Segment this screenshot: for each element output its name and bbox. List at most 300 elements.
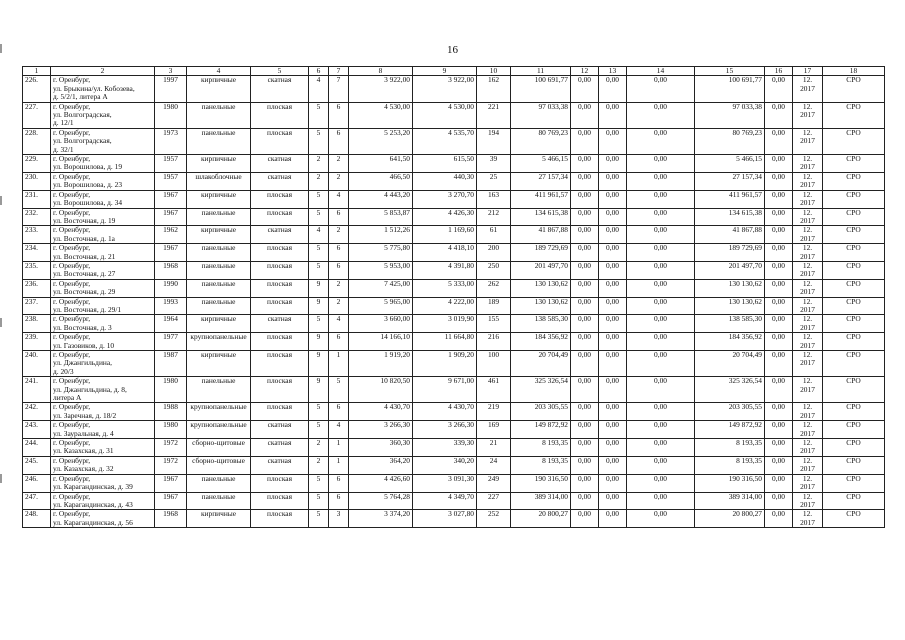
page-number: 16 <box>447 44 458 56</box>
cell-address: г. Оренбург, ул. Восточная, д. 29/1 <box>51 297 155 315</box>
cell-method: СРО <box>823 456 885 474</box>
table-row <box>23 102 885 128</box>
column-number-3: 3 <box>155 67 187 76</box>
cell-total-area: 4 426,60 <box>349 474 413 492</box>
cell-address: г. Оренбург, ул. Восточная, д. 1а <box>51 226 155 244</box>
cell-total-area: 10 820,50 <box>349 377 413 403</box>
cell-roof-type: скатная <box>251 421 309 439</box>
cell-residents: 227 <box>477 492 511 510</box>
cell-cost-owners: 130 130,62 <box>695 279 765 297</box>
table-row <box>23 208 885 226</box>
cell-method: СРО <box>823 492 885 510</box>
table-body <box>23 76 885 528</box>
cell-cost-owners: 389 314,00 <box>695 492 765 510</box>
cell-entrances: 4 <box>329 315 349 333</box>
cell-cost-federal: 0,00 <box>571 279 599 297</box>
cell-method: СРО <box>823 155 885 173</box>
cell-entrances: 6 <box>329 403 349 421</box>
cell-cost-total: 100 691,77 <box>511 76 571 102</box>
table-row <box>23 403 885 421</box>
cell-total-area: 5 775,80 <box>349 244 413 262</box>
cell-total-area: 360,30 <box>349 439 413 457</box>
cell-wall-material: крупнопанельные <box>187 421 251 439</box>
cell-method: СРО <box>823 76 885 102</box>
cell-cost-total: 138 585,30 <box>511 315 571 333</box>
cell-cost-per-sqm: 0,00 <box>765 510 793 528</box>
cell-cost-regional: 0,00 <box>599 190 627 208</box>
cell-entrances: 3 <box>329 510 349 528</box>
column-number-row <box>23 67 885 76</box>
table-row <box>23 510 885 528</box>
cell-residents: 163 <box>477 190 511 208</box>
cell-cost-owners: 411 961,57 <box>695 190 765 208</box>
cell-cost-federal: 0,00 <box>571 155 599 173</box>
cell-method: СРО <box>823 315 885 333</box>
cell-cost-federal: 0,00 <box>571 190 599 208</box>
cell-total-area: 5 953,00 <box>349 261 413 279</box>
cell-wall-material: крупнопанельные <box>187 333 251 351</box>
cell-year-built: 1993 <box>155 297 187 315</box>
cell-method: СРО <box>823 208 885 226</box>
cell-address: г. Оренбург, ул. Восточная, д. 27 <box>51 261 155 279</box>
cell-total-area: 3 660,00 <box>349 315 413 333</box>
cell-total-area: 4 430,70 <box>349 403 413 421</box>
cell-cost-owners: 184 356,92 <box>695 333 765 351</box>
column-number-14: 14 <box>627 67 695 76</box>
cell-entrances: 6 <box>329 261 349 279</box>
column-number-2: 2 <box>51 67 155 76</box>
cell-cost-municipal: 0,00 <box>627 279 695 297</box>
cell-year-built: 1972 <box>155 456 187 474</box>
cell-residents: 24 <box>477 456 511 474</box>
cell-cost-owners: 325 326,54 <box>695 377 765 403</box>
cell-cost-regional: 0,00 <box>599 172 627 190</box>
cell-wall-material: панельные <box>187 208 251 226</box>
cell-row-number: 237. <box>23 297 51 315</box>
cell-cost-municipal: 0,00 <box>627 510 695 528</box>
cell-cost-owners: 20 704,49 <box>695 351 765 377</box>
cell-address: г. Оренбург, ул. Волгоградская, д. 12/1 <box>51 102 155 128</box>
table-row <box>23 351 885 377</box>
cell-year-built: 1990 <box>155 279 187 297</box>
cell-deadline: 12. 2017 <box>793 128 823 154</box>
cell-cost-municipal: 0,00 <box>627 76 695 102</box>
table-row <box>23 474 885 492</box>
cell-row-number: 232. <box>23 208 51 226</box>
cell-cost-total: 130 130,62 <box>511 297 571 315</box>
cell-residents: 461 <box>477 377 511 403</box>
cell-roof-type: плоская <box>251 510 309 528</box>
cell-cost-total: 189 729,69 <box>511 244 571 262</box>
table-row <box>23 421 885 439</box>
cell-wall-material: кирпичные <box>187 510 251 528</box>
cell-cost-per-sqm: 0,00 <box>765 403 793 421</box>
cell-cost-per-sqm: 0,00 <box>765 456 793 474</box>
column-number-13: 13 <box>599 67 627 76</box>
cell-residents: 250 <box>477 261 511 279</box>
cell-cost-per-sqm: 0,00 <box>765 474 793 492</box>
cell-residents: 249 <box>477 474 511 492</box>
margin-mark <box>0 318 2 327</box>
table-row <box>23 439 885 457</box>
cell-address: г. Оренбург, ул. Восточная, д. 3 <box>51 315 155 333</box>
cell-wall-material: сборно-щитовые <box>187 456 251 474</box>
cell-cost-total: 41 867,88 <box>511 226 571 244</box>
cell-residential-area: 339,30 <box>413 439 477 457</box>
cell-cost-per-sqm: 0,00 <box>765 172 793 190</box>
cell-cost-federal: 0,00 <box>571 261 599 279</box>
cell-cost-federal: 0,00 <box>571 456 599 474</box>
cell-cost-owners: 20 800,27 <box>695 510 765 528</box>
cell-residents: 25 <box>477 172 511 190</box>
cell-year-built: 1967 <box>155 492 187 510</box>
cell-residents: 155 <box>477 315 511 333</box>
cell-roof-type: скатная <box>251 315 309 333</box>
cell-entrances: 2 <box>329 279 349 297</box>
cell-year-built: 1988 <box>155 403 187 421</box>
cell-cost-regional: 0,00 <box>599 261 627 279</box>
cell-residential-area: 5 333,00 <box>413 279 477 297</box>
cell-floors: 5 <box>309 315 329 333</box>
cell-row-number: 238. <box>23 315 51 333</box>
cell-roof-type: плоская <box>251 244 309 262</box>
cell-cost-owners: 41 867,88 <box>695 226 765 244</box>
cell-cost-regional: 0,00 <box>599 377 627 403</box>
cell-wall-material: панельные <box>187 297 251 315</box>
cell-floors: 2 <box>309 456 329 474</box>
cell-total-area: 364,20 <box>349 456 413 474</box>
column-number-6: 6 <box>309 67 329 76</box>
cell-wall-material: панельные <box>187 279 251 297</box>
cell-method: СРО <box>823 351 885 377</box>
cell-residential-area: 4 535,70 <box>413 128 477 154</box>
cell-deadline: 12. 2017 <box>793 155 823 173</box>
cell-cost-per-sqm: 0,00 <box>765 297 793 315</box>
cell-entrances: 1 <box>329 456 349 474</box>
cell-cost-total: 8 193,35 <box>511 456 571 474</box>
table-row <box>23 333 885 351</box>
cell-cost-regional: 0,00 <box>599 510 627 528</box>
cell-row-number: 248. <box>23 510 51 528</box>
cell-residential-area: 3 027,80 <box>413 510 477 528</box>
cell-method: СРО <box>823 297 885 315</box>
cell-year-built: 1972 <box>155 439 187 457</box>
cell-floors: 2 <box>309 172 329 190</box>
cell-residential-area: 4 430,70 <box>413 403 477 421</box>
cell-cost-municipal: 0,00 <box>627 128 695 154</box>
cell-cost-total: 134 615,38 <box>511 208 571 226</box>
cell-residential-area: 4 222,00 <box>413 297 477 315</box>
table-row <box>23 279 885 297</box>
cell-cost-federal: 0,00 <box>571 377 599 403</box>
cell-roof-type: скатная <box>251 439 309 457</box>
cell-wall-material: кирпичные <box>187 76 251 102</box>
cell-cost-federal: 0,00 <box>571 510 599 528</box>
cell-cost-municipal: 0,00 <box>627 190 695 208</box>
table-row <box>23 456 885 474</box>
cell-residents: 61 <box>477 226 511 244</box>
cell-cost-regional: 0,00 <box>599 315 627 333</box>
cell-address: г. Оренбург, ул. Карагандинская, д. 43 <box>51 492 155 510</box>
cell-year-built: 1977 <box>155 333 187 351</box>
cell-residents: 194 <box>477 128 511 154</box>
cell-roof-type: скатная <box>251 172 309 190</box>
cell-cost-regional: 0,00 <box>599 439 627 457</box>
column-number-15: 15 <box>695 67 765 76</box>
cell-year-built: 1968 <box>155 261 187 279</box>
cell-cost-municipal: 0,00 <box>627 244 695 262</box>
cell-deadline: 12. 2017 <box>793 261 823 279</box>
cell-roof-type: плоская <box>251 377 309 403</box>
cell-method: СРО <box>823 172 885 190</box>
cell-total-area: 641,50 <box>349 155 413 173</box>
cell-residential-area: 3 922,00 <box>413 76 477 102</box>
cell-cost-total: 184 356,92 <box>511 333 571 351</box>
cell-cost-per-sqm: 0,00 <box>765 279 793 297</box>
cell-cost-regional: 0,00 <box>599 474 627 492</box>
cell-cost-municipal: 0,00 <box>627 377 695 403</box>
cell-cost-regional: 0,00 <box>599 76 627 102</box>
column-number-7: 7 <box>329 67 349 76</box>
table-row <box>23 155 885 173</box>
cell-residents: 262 <box>477 279 511 297</box>
cell-cost-total: 20 704,49 <box>511 351 571 377</box>
column-number-17: 17 <box>793 67 823 76</box>
cell-cost-regional: 0,00 <box>599 403 627 421</box>
cell-address: г. Оренбург, ул. Ворошилова, д. 23 <box>51 172 155 190</box>
cell-method: СРО <box>823 190 885 208</box>
cell-row-number: 226. <box>23 76 51 102</box>
cell-total-area: 7 425,00 <box>349 279 413 297</box>
cell-floors: 5 <box>309 403 329 421</box>
cell-floors: 9 <box>309 333 329 351</box>
cell-entrances: 2 <box>329 226 349 244</box>
cell-roof-type: скатная <box>251 456 309 474</box>
cell-cost-per-sqm: 0,00 <box>765 377 793 403</box>
cell-floors: 5 <box>309 474 329 492</box>
cell-cost-municipal: 0,00 <box>627 456 695 474</box>
cell-residents: 21 <box>477 439 511 457</box>
cell-residential-area: 615,50 <box>413 155 477 173</box>
cell-cost-total: 20 800,27 <box>511 510 571 528</box>
cell-address: г. Оренбург, ул. Восточная, д. 21 <box>51 244 155 262</box>
cell-cost-federal: 0,00 <box>571 244 599 262</box>
cell-row-number: 243. <box>23 421 51 439</box>
cell-row-number: 240. <box>23 351 51 377</box>
margin-mark <box>0 474 2 483</box>
cell-year-built: 1967 <box>155 244 187 262</box>
table-row <box>23 261 885 279</box>
cell-cost-per-sqm: 0,00 <box>765 155 793 173</box>
cell-cost-regional: 0,00 <box>599 208 627 226</box>
cell-residential-area: 9 671,00 <box>413 377 477 403</box>
cell-total-area: 1 512,26 <box>349 226 413 244</box>
cell-floors: 9 <box>309 279 329 297</box>
cell-cost-federal: 0,00 <box>571 128 599 154</box>
cell-address: г. Оренбург, ул. Ворошилова, д. 19 <box>51 155 155 173</box>
cell-roof-type: плоская <box>251 208 309 226</box>
cell-wall-material: сборно-щитовые <box>187 439 251 457</box>
cell-cost-total: 27 157,34 <box>511 172 571 190</box>
cell-roof-type: плоская <box>251 403 309 421</box>
cell-floors: 5 <box>309 208 329 226</box>
cell-total-area: 3 266,30 <box>349 421 413 439</box>
cell-residential-area: 3 019,90 <box>413 315 477 333</box>
cell-year-built: 1973 <box>155 128 187 154</box>
cell-residential-area: 4 349,70 <box>413 492 477 510</box>
cell-address: г. Оренбург, ул. Джангильдина, д. 20/3 <box>51 351 155 377</box>
cell-total-area: 3 922,00 <box>349 76 413 102</box>
column-number-16: 16 <box>765 67 793 76</box>
cell-cost-municipal: 0,00 <box>627 421 695 439</box>
cell-row-number: 234. <box>23 244 51 262</box>
table-row <box>23 76 885 102</box>
cell-residents: 39 <box>477 155 511 173</box>
cell-deadline: 12. 2017 <box>793 456 823 474</box>
cell-floors: 5 <box>309 102 329 128</box>
cell-entrances: 6 <box>329 244 349 262</box>
cell-residential-area: 1 169,60 <box>413 226 477 244</box>
cell-wall-material: панельные <box>187 492 251 510</box>
cell-cost-per-sqm: 0,00 <box>765 351 793 377</box>
cell-cost-municipal: 0,00 <box>627 492 695 510</box>
cell-row-number: 244. <box>23 439 51 457</box>
cell-address: г. Оренбург, ул. Зауральная, д. 4 <box>51 421 155 439</box>
cell-year-built: 1964 <box>155 315 187 333</box>
cell-cost-municipal: 0,00 <box>627 333 695 351</box>
cell-method: СРО <box>823 244 885 262</box>
cell-roof-type: плоская <box>251 297 309 315</box>
cell-cost-total: 411 961,57 <box>511 190 571 208</box>
cell-cost-federal: 0,00 <box>571 403 599 421</box>
cell-row-number: 236. <box>23 279 51 297</box>
column-number-10: 10 <box>477 67 511 76</box>
cell-cost-per-sqm: 0,00 <box>765 439 793 457</box>
cell-cost-municipal: 0,00 <box>627 172 695 190</box>
cell-wall-material: панельные <box>187 377 251 403</box>
column-number-5: 5 <box>251 67 309 76</box>
cell-deadline: 12. 2017 <box>793 226 823 244</box>
cell-cost-municipal: 0,00 <box>627 351 695 377</box>
cell-cost-per-sqm: 0,00 <box>765 190 793 208</box>
cell-cost-owners: 189 729,69 <box>695 244 765 262</box>
cell-deadline: 12. 2017 <box>793 474 823 492</box>
cell-cost-municipal: 0,00 <box>627 403 695 421</box>
cell-cost-owners: 100 691,77 <box>695 76 765 102</box>
cell-method: СРО <box>823 403 885 421</box>
cell-cost-municipal: 0,00 <box>627 474 695 492</box>
cell-wall-material: шлакоблочные <box>187 172 251 190</box>
cell-method: СРО <box>823 279 885 297</box>
cell-residents: 212 <box>477 208 511 226</box>
cell-entrances: 6 <box>329 333 349 351</box>
cell-cost-federal: 0,00 <box>571 439 599 457</box>
cell-cost-regional: 0,00 <box>599 226 627 244</box>
table-row <box>23 297 885 315</box>
cell-entrances: 1 <box>329 351 349 377</box>
cell-deadline: 12. 2017 <box>793 76 823 102</box>
table-row <box>23 128 885 154</box>
cell-cost-owners: 8 193,35 <box>695 456 765 474</box>
cell-cost-municipal: 0,00 <box>627 297 695 315</box>
cell-address: г. Оренбург, ул. Газовиков, д. 10 <box>51 333 155 351</box>
cell-floors: 5 <box>309 261 329 279</box>
cell-cost-owners: 27 157,34 <box>695 172 765 190</box>
cell-address: г. Оренбург, ул. Восточная, д. 29 <box>51 279 155 297</box>
cell-cost-regional: 0,00 <box>599 279 627 297</box>
cell-year-built: 1987 <box>155 351 187 377</box>
cell-year-built: 1957 <box>155 155 187 173</box>
cell-entrances: 1 <box>329 439 349 457</box>
cell-wall-material: крупнопанельные <box>187 403 251 421</box>
cell-cost-federal: 0,00 <box>571 172 599 190</box>
cell-floors: 4 <box>309 76 329 102</box>
cell-cost-total: 80 769,23 <box>511 128 571 154</box>
cell-residential-area: 340,20 <box>413 456 477 474</box>
cell-cost-federal: 0,00 <box>571 351 599 377</box>
cell-address: г. Оренбург, ул. Карагандинская, д. 56 <box>51 510 155 528</box>
cell-residential-area: 4 418,10 <box>413 244 477 262</box>
cell-cost-owners: 134 615,38 <box>695 208 765 226</box>
cell-residents: 162 <box>477 76 511 102</box>
cell-cost-municipal: 0,00 <box>627 261 695 279</box>
cell-roof-type: скатная <box>251 76 309 102</box>
housing-register-table <box>22 66 885 528</box>
cell-wall-material: кирпичные <box>187 226 251 244</box>
cell-entrances: 2 <box>329 297 349 315</box>
cell-total-area: 466,50 <box>349 172 413 190</box>
cell-deadline: 12. 2017 <box>793 244 823 262</box>
cell-total-area: 4 443,20 <box>349 190 413 208</box>
cell-deadline: 12. 2017 <box>793 403 823 421</box>
cell-total-area: 5 764,28 <box>349 492 413 510</box>
cell-row-number: 245. <box>23 456 51 474</box>
cell-deadline: 12. 2017 <box>793 510 823 528</box>
cell-entrances: 6 <box>329 474 349 492</box>
cell-address: г. Оренбург, ул. Ворошилова, д. 34 <box>51 190 155 208</box>
cell-residents: 219 <box>477 403 511 421</box>
cell-cost-owners: 203 305,55 <box>695 403 765 421</box>
cell-cost-per-sqm: 0,00 <box>765 76 793 102</box>
cell-address: г. Оренбург, ул. Казахская, д. 31 <box>51 439 155 457</box>
cell-total-area: 3 374,20 <box>349 510 413 528</box>
cell-residential-area: 4 530,00 <box>413 102 477 128</box>
cell-floors: 9 <box>309 377 329 403</box>
cell-year-built: 1962 <box>155 226 187 244</box>
cell-cost-owners: 8 193,35 <box>695 439 765 457</box>
cell-year-built: 1980 <box>155 421 187 439</box>
cell-wall-material: кирпичные <box>187 315 251 333</box>
cell-floors: 2 <box>309 439 329 457</box>
cell-total-area: 1 919,20 <box>349 351 413 377</box>
cell-cost-regional: 0,00 <box>599 456 627 474</box>
cell-year-built: 1967 <box>155 208 187 226</box>
cell-wall-material: панельные <box>187 244 251 262</box>
cell-residential-area: 3 266,30 <box>413 421 477 439</box>
cell-roof-type: плоская <box>251 279 309 297</box>
cell-cost-municipal: 0,00 <box>627 208 695 226</box>
cell-residents: 252 <box>477 510 511 528</box>
cell-cost-regional: 0,00 <box>599 492 627 510</box>
cell-cost-total: 8 193,35 <box>511 439 571 457</box>
table-row <box>23 377 885 403</box>
cell-cost-federal: 0,00 <box>571 333 599 351</box>
cell-floors: 5 <box>309 190 329 208</box>
cell-deadline: 12. 2017 <box>793 208 823 226</box>
cell-cost-municipal: 0,00 <box>627 315 695 333</box>
cell-entrances: 6 <box>329 208 349 226</box>
cell-floors: 9 <box>309 297 329 315</box>
